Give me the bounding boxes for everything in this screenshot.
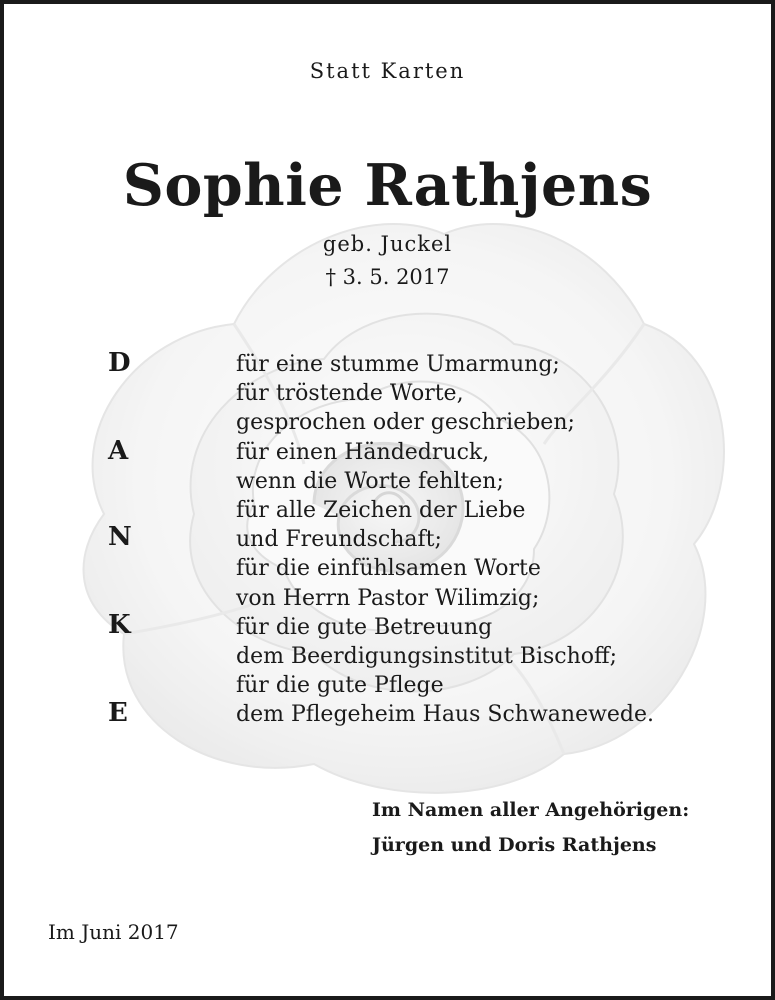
signature-names: Jürgen und Doris Rathjens xyxy=(372,834,657,856)
thanks-text xyxy=(236,350,654,730)
acrostic-letter-a: A xyxy=(108,436,129,466)
thanks-line: für die gute Betreuung xyxy=(236,614,493,640)
footer-date: Im Juni 2017 xyxy=(48,920,179,944)
acrostic-letter-n: N xyxy=(108,522,132,552)
thanks-line: für die gute Pflege xyxy=(236,673,444,699)
acrostic-letter-e: E xyxy=(108,698,128,728)
statt-karten: Statt Karten xyxy=(309,59,466,83)
acrostic-letter-d: D xyxy=(108,348,131,378)
thanks-line: für alle Zeichen der Liebe xyxy=(236,498,526,524)
thanks-line: gesprochen oder geschrieben; xyxy=(236,410,575,436)
thanks-line: und Freundschaft; xyxy=(236,527,442,553)
thanks-line: für eine stumme Umarmung; xyxy=(236,352,560,377)
thanks-line: von Herrn Pastor Wilimzig; xyxy=(236,585,540,611)
thanks-line: für die einfühlsamen Worte xyxy=(236,556,541,582)
thanks-line: dem Pflegeheim Haus Schwanewede. xyxy=(236,702,655,728)
thanks-line: für einen Händedruck, xyxy=(236,439,490,465)
death-date: † 3. 5. 2017 xyxy=(325,265,450,289)
birth-name: geb. Juckel xyxy=(322,232,453,256)
thanks-line: wenn die Worte fehlten; xyxy=(236,468,504,494)
deceased-name: Sophie Rathjens xyxy=(122,152,653,219)
signature-intro: Im Namen aller Angehörigen: xyxy=(372,799,690,821)
thanks-line: dem Beerdigungsinstitut Bischoff; xyxy=(236,644,618,670)
thanks-line: für tröstende Worte, xyxy=(236,381,464,407)
acrostic-letter-k: K xyxy=(108,610,131,640)
